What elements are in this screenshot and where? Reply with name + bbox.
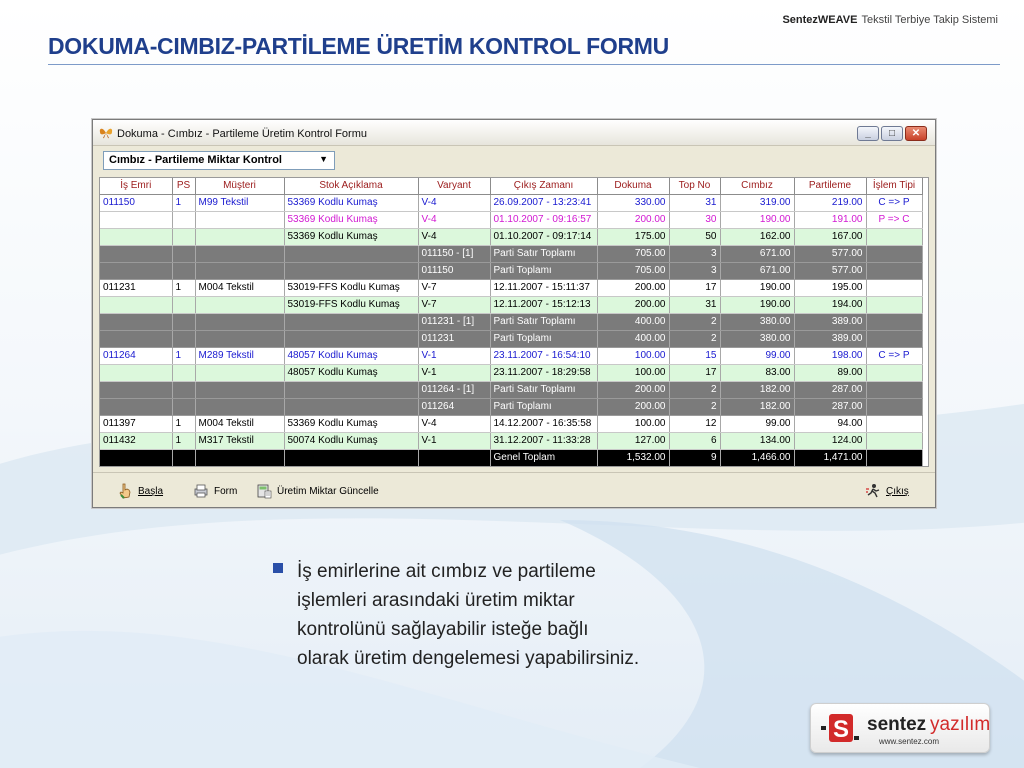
table-cell: 1 bbox=[172, 194, 195, 211]
table-cell: C => P bbox=[866, 347, 922, 364]
column-header[interactable]: İşlem Tipi bbox=[866, 178, 922, 194]
table-cell: 011150 - [1] bbox=[418, 245, 490, 262]
table-cell bbox=[866, 228, 922, 245]
table-cell bbox=[284, 398, 418, 415]
table-cell: 2 bbox=[669, 398, 720, 415]
table-cell: V-1 bbox=[418, 432, 490, 449]
table-row[interactable] bbox=[100, 245, 922, 262]
table-cell: Parti Satır Toplamı bbox=[490, 313, 597, 330]
table-cell: 2 bbox=[669, 381, 720, 398]
table-cell bbox=[172, 449, 195, 466]
table-cell bbox=[195, 313, 284, 330]
table-cell: 190.00 bbox=[720, 296, 794, 313]
table-row[interactable] bbox=[100, 211, 922, 228]
table-cell: 83.00 bbox=[720, 364, 794, 381]
table-cell: 31 bbox=[669, 194, 720, 211]
table-cell bbox=[172, 228, 195, 245]
table-cell: Parti Satır Toplamı bbox=[490, 381, 597, 398]
table-cell: V-1 bbox=[418, 364, 490, 381]
report-type-select[interactable] bbox=[103, 151, 335, 170]
exit-runner-icon bbox=[865, 483, 881, 499]
table-cell: V-4 bbox=[418, 211, 490, 228]
table-cell: 705.00 bbox=[597, 262, 669, 279]
table-cell bbox=[195, 211, 284, 228]
table-cell bbox=[866, 262, 922, 279]
table-cell: 182.00 bbox=[720, 381, 794, 398]
table-cell bbox=[172, 364, 195, 381]
table-cell: 3 bbox=[669, 262, 720, 279]
table-cell: 191.00 bbox=[794, 211, 866, 228]
close-icon: ✕ bbox=[911, 128, 921, 139]
table-cell: 380.00 bbox=[720, 313, 794, 330]
report-type-value: Cımbız - Partileme Miktar Kontrol bbox=[109, 154, 282, 166]
bullet-line: İş emirlerine ait cımbız ve partileme bbox=[297, 561, 596, 582]
page-title: DOKUMA-CIMBIZ-PARTİLEME ÜRETİM KONTROL FORMU bbox=[48, 33, 669, 59]
minimize-icon: _ bbox=[865, 128, 871, 139]
table-cell bbox=[172, 211, 195, 228]
table-cell: 198.00 bbox=[794, 347, 866, 364]
table-cell bbox=[100, 381, 172, 398]
table-cell bbox=[866, 364, 922, 381]
bullet-line: olarak üretim dengelemesi yapabilirsiniz. bbox=[297, 648, 640, 669]
table-cell: 200.00 bbox=[597, 381, 669, 398]
table-cell: Parti Toplamı bbox=[490, 330, 597, 347]
table-cell: M289 Tekstil bbox=[195, 347, 284, 364]
table-cell: 011264 - [1] bbox=[418, 381, 490, 398]
table-body bbox=[100, 194, 922, 466]
table-cell: 671.00 bbox=[720, 262, 794, 279]
window-titlebar[interactable] bbox=[93, 120, 935, 146]
brand-name: SentezWEAVE bbox=[782, 14, 858, 26]
table-row[interactable] bbox=[100, 330, 922, 347]
table-cell bbox=[172, 330, 195, 347]
table-row[interactable] bbox=[100, 347, 922, 364]
table-cell: 167.00 bbox=[794, 228, 866, 245]
start-button[interactable] bbox=[117, 483, 163, 499]
table-cell: 23.11.2007 - 18:29:58 bbox=[490, 364, 597, 381]
window-title: Dokuma - Cımbız - Partileme Üretim Kontrol Formu bbox=[117, 128, 367, 140]
table-cell: 389.00 bbox=[794, 313, 866, 330]
table-cell: 200.00 bbox=[597, 279, 669, 296]
table-cell: 705.00 bbox=[597, 245, 669, 262]
column-header[interactable]: İş Emri bbox=[100, 178, 172, 194]
table-cell: 011231 - [1] bbox=[418, 313, 490, 330]
table-cell: 99.00 bbox=[720, 415, 794, 432]
table-cell: 219.00 bbox=[794, 194, 866, 211]
dropdown-arrow-icon[interactable]: ▼ bbox=[319, 154, 328, 164]
table-cell: 1,466.00 bbox=[720, 449, 794, 466]
table-row[interactable] bbox=[100, 449, 922, 466]
column-header[interactable]: Müşteri bbox=[195, 178, 284, 194]
column-header[interactable]: Top No bbox=[669, 178, 720, 194]
table-cell: 53369 Kodlu Kumaş bbox=[284, 194, 418, 211]
table-cell: 17 bbox=[669, 364, 720, 381]
table-cell bbox=[100, 245, 172, 262]
table-cell: 124.00 bbox=[794, 432, 866, 449]
table-row[interactable] bbox=[100, 432, 922, 449]
table-cell bbox=[100, 313, 172, 330]
table-cell: 194.00 bbox=[794, 296, 866, 313]
table-cell: 319.00 bbox=[720, 194, 794, 211]
table-cell: 011231 bbox=[100, 279, 172, 296]
table-cell: 26.09.2007 - 13:23:41 bbox=[490, 194, 597, 211]
column-header[interactable]: Çıkış Zamanı bbox=[490, 178, 597, 194]
table-cell: 330.00 bbox=[597, 194, 669, 211]
table-cell: M317 Tekstil bbox=[195, 432, 284, 449]
table-cell: 2 bbox=[669, 330, 720, 347]
table-cell: V-4 bbox=[418, 415, 490, 432]
table-cell: V-4 bbox=[418, 228, 490, 245]
table-cell: 17 bbox=[669, 279, 720, 296]
table-cell: 195.00 bbox=[794, 279, 866, 296]
table-cell bbox=[100, 398, 172, 415]
table-cell: 15 bbox=[669, 347, 720, 364]
table-cell bbox=[195, 228, 284, 245]
table-cell bbox=[866, 279, 922, 296]
table-cell: Genel Toplam bbox=[490, 449, 597, 466]
table-cell bbox=[866, 432, 922, 449]
table-cell bbox=[195, 449, 284, 466]
update-production-button[interactable] bbox=[256, 483, 379, 499]
table-cell: 134.00 bbox=[720, 432, 794, 449]
column-header[interactable]: PS bbox=[172, 178, 195, 194]
table-cell: 01.10.2007 - 09:17:14 bbox=[490, 228, 597, 245]
table-cell: M004 Tekstil bbox=[195, 279, 284, 296]
table-cell: 53369 Kodlu Kumaş bbox=[284, 211, 418, 228]
form-button[interactable] bbox=[193, 483, 237, 499]
feature-bullet bbox=[273, 557, 733, 673]
table-cell: 50074 Kodlu Kumaş bbox=[284, 432, 418, 449]
table-cell: 3 bbox=[669, 245, 720, 262]
table-cell: 100.00 bbox=[597, 364, 669, 381]
column-header[interactable]: Partileme bbox=[794, 178, 866, 194]
brand-subtitle: Tekstil Terbiye Takip Sistemi bbox=[861, 14, 998, 26]
table-row[interactable] bbox=[100, 364, 922, 381]
printer-icon bbox=[193, 483, 209, 499]
table-cell bbox=[866, 415, 922, 432]
window-controls bbox=[857, 126, 927, 141]
table-cell: 53019-FFS Kodlu Kumaş bbox=[284, 296, 418, 313]
table-cell: 01.10.2007 - 09:16:57 bbox=[490, 211, 597, 228]
table-cell bbox=[172, 398, 195, 415]
table-cell: 011264 bbox=[418, 398, 490, 415]
table-cell: 287.00 bbox=[794, 398, 866, 415]
table-cell: 1 bbox=[172, 415, 195, 432]
table-cell: V-7 bbox=[418, 296, 490, 313]
table-cell: 182.00 bbox=[720, 398, 794, 415]
table-cell bbox=[284, 262, 418, 279]
logo-url: www.sentez.com bbox=[879, 737, 940, 746]
table-row[interactable] bbox=[100, 415, 922, 432]
table-cell bbox=[172, 262, 195, 279]
table-cell: 577.00 bbox=[794, 262, 866, 279]
table-cell: 389.00 bbox=[794, 330, 866, 347]
table-cell: C => P bbox=[866, 194, 922, 211]
logo-word-sentez: sentez bbox=[867, 714, 927, 735]
table-cell: 94.00 bbox=[794, 415, 866, 432]
calculator-icon bbox=[256, 483, 272, 499]
table-cell bbox=[284, 330, 418, 347]
table-cell bbox=[284, 245, 418, 262]
table-cell: 175.00 bbox=[597, 228, 669, 245]
brand-header bbox=[782, 14, 998, 26]
start-label: Başla bbox=[138, 485, 164, 497]
table-cell: 011150 bbox=[418, 262, 490, 279]
table-cell: 380.00 bbox=[720, 330, 794, 347]
table-cell: 100.00 bbox=[597, 347, 669, 364]
table-cell: 30 bbox=[669, 211, 720, 228]
bullet-square-icon bbox=[273, 563, 283, 573]
maximize-icon: □ bbox=[888, 128, 896, 139]
table-cell: 011150 bbox=[100, 194, 172, 211]
table-cell: 12 bbox=[669, 415, 720, 432]
filter-row bbox=[93, 146, 935, 174]
table-cell: 6 bbox=[669, 432, 720, 449]
form-label: Form bbox=[214, 485, 238, 497]
table-cell: M004 Tekstil bbox=[195, 415, 284, 432]
close-button[interactable] bbox=[905, 126, 927, 141]
table-cell bbox=[195, 262, 284, 279]
table-cell: P => C bbox=[866, 211, 922, 228]
table-cell: 50 bbox=[669, 228, 720, 245]
table-cell bbox=[195, 398, 284, 415]
column-header[interactable]: Stok Açıklama bbox=[284, 178, 418, 194]
table-cell: M99 Tekstil bbox=[195, 194, 284, 211]
bullet-text bbox=[297, 557, 733, 673]
table-cell: 577.00 bbox=[794, 245, 866, 262]
table-cell: 53369 Kodlu Kumaş bbox=[284, 415, 418, 432]
column-header[interactable]: Cımbız bbox=[720, 178, 794, 194]
table-cell bbox=[100, 330, 172, 347]
table-cell bbox=[172, 381, 195, 398]
exit-button[interactable] bbox=[865, 483, 909, 499]
table-cell: 287.00 bbox=[794, 381, 866, 398]
column-header[interactable]: Dokuma bbox=[597, 178, 669, 194]
table-cell: 12.11.2007 - 15:11:37 bbox=[490, 279, 597, 296]
table-cell: 48057 Kodlu Kumaş bbox=[284, 347, 418, 364]
table-cell: 127.00 bbox=[597, 432, 669, 449]
table-cell: V-7 bbox=[418, 279, 490, 296]
company-logo bbox=[810, 703, 990, 753]
table-row[interactable] bbox=[100, 194, 922, 211]
table-cell: 1 bbox=[172, 279, 195, 296]
table-cell bbox=[100, 228, 172, 245]
table-row[interactable] bbox=[100, 279, 922, 296]
table-cell bbox=[866, 296, 922, 313]
table-cell: 011231 bbox=[418, 330, 490, 347]
logo-letter: S bbox=[832, 716, 850, 743]
table-cell: 1 bbox=[172, 432, 195, 449]
update-production-label: Üretim Miktar Güncelle bbox=[277, 485, 379, 497]
table-cell: 23.11.2007 - 16:54:10 bbox=[490, 347, 597, 364]
exit-label: Çıkış bbox=[886, 485, 909, 497]
table-cell: Parti Satır Toplamı bbox=[490, 245, 597, 262]
table-cell: 011264 bbox=[100, 347, 172, 364]
table-cell: 48057 Kodlu Kumaş bbox=[284, 364, 418, 381]
table-cell: 2 bbox=[669, 313, 720, 330]
table-row[interactable] bbox=[100, 228, 922, 245]
table-cell bbox=[195, 330, 284, 347]
table-cell bbox=[172, 313, 195, 330]
table-cell bbox=[195, 296, 284, 313]
table-cell: 31.12.2007 - 11:33:28 bbox=[490, 432, 597, 449]
table-row[interactable] bbox=[100, 398, 922, 415]
table-cell bbox=[866, 449, 922, 466]
table-cell bbox=[100, 449, 172, 466]
table-cell bbox=[866, 330, 922, 347]
table-cell bbox=[172, 245, 195, 262]
table-row[interactable] bbox=[100, 296, 922, 313]
table-cell bbox=[866, 398, 922, 415]
table-cell: 9 bbox=[669, 449, 720, 466]
production-table bbox=[100, 178, 923, 467]
table-cell bbox=[284, 313, 418, 330]
data-grid[interactable] bbox=[99, 177, 929, 467]
table-cell bbox=[866, 313, 922, 330]
table-cell bbox=[100, 364, 172, 381]
table-cell: 190.00 bbox=[720, 211, 794, 228]
table-cell bbox=[195, 245, 284, 262]
app-window bbox=[92, 119, 936, 508]
hand-pointer-icon bbox=[117, 483, 133, 499]
table-header bbox=[100, 178, 922, 194]
table-cell bbox=[866, 381, 922, 398]
table-cell bbox=[284, 449, 418, 466]
bottom-toolbar bbox=[93, 472, 935, 506]
butterfly-icon bbox=[99, 127, 113, 139]
column-header[interactable]: Varyant bbox=[418, 178, 490, 194]
table-cell bbox=[195, 364, 284, 381]
table-cell: 162.00 bbox=[720, 228, 794, 245]
table-cell: V-1 bbox=[418, 347, 490, 364]
table-row[interactable] bbox=[100, 262, 922, 279]
table-cell bbox=[195, 381, 284, 398]
table-cell: 89.00 bbox=[794, 364, 866, 381]
table-row[interactable] bbox=[100, 313, 922, 330]
table-cell: 400.00 bbox=[597, 313, 669, 330]
table-cell bbox=[866, 245, 922, 262]
table-cell: Parti Toplamı bbox=[490, 262, 597, 279]
table-row[interactable] bbox=[100, 381, 922, 398]
table-cell bbox=[100, 211, 172, 228]
table-cell: 1,532.00 bbox=[597, 449, 669, 466]
table-cell: 31 bbox=[669, 296, 720, 313]
table-cell: 200.00 bbox=[597, 296, 669, 313]
table-cell: 1 bbox=[172, 347, 195, 364]
table-cell: 011432 bbox=[100, 432, 172, 449]
table-cell: 14.12.2007 - 16:35:58 bbox=[490, 415, 597, 432]
table-cell: 200.00 bbox=[597, 211, 669, 228]
table-cell: 100.00 bbox=[597, 415, 669, 432]
table-cell: 200.00 bbox=[597, 398, 669, 415]
table-cell bbox=[172, 296, 195, 313]
table-cell: 671.00 bbox=[720, 245, 794, 262]
bullet-line: kontrolünü sağlayabilir isteğe bağlı bbox=[297, 619, 589, 640]
title-divider bbox=[48, 64, 1000, 65]
table-cell bbox=[100, 296, 172, 313]
table-cell: 011397 bbox=[100, 415, 172, 432]
table-cell: V-4 bbox=[418, 194, 490, 211]
maximize-button[interactable] bbox=[881, 126, 903, 141]
table-cell: 12.11.2007 - 15:12:13 bbox=[490, 296, 597, 313]
table-cell: 53019-FFS Kodlu Kumaş bbox=[284, 279, 418, 296]
table-cell bbox=[284, 381, 418, 398]
logo-word-yazilim: yazılım bbox=[930, 714, 991, 735]
table-cell bbox=[100, 262, 172, 279]
minimize-button[interactable] bbox=[857, 126, 879, 141]
sentez-logo-mark bbox=[821, 712, 861, 744]
table-cell: 400.00 bbox=[597, 330, 669, 347]
table-cell bbox=[418, 449, 490, 466]
table-cell: 190.00 bbox=[720, 279, 794, 296]
table-cell: 99.00 bbox=[720, 347, 794, 364]
table-cell: 1,471.00 bbox=[794, 449, 866, 466]
table-cell: Parti Toplamı bbox=[490, 398, 597, 415]
table-cell: 53369 Kodlu Kumaş bbox=[284, 228, 418, 245]
bullet-line: işlemleri arasındaki üretim miktar bbox=[297, 590, 575, 611]
